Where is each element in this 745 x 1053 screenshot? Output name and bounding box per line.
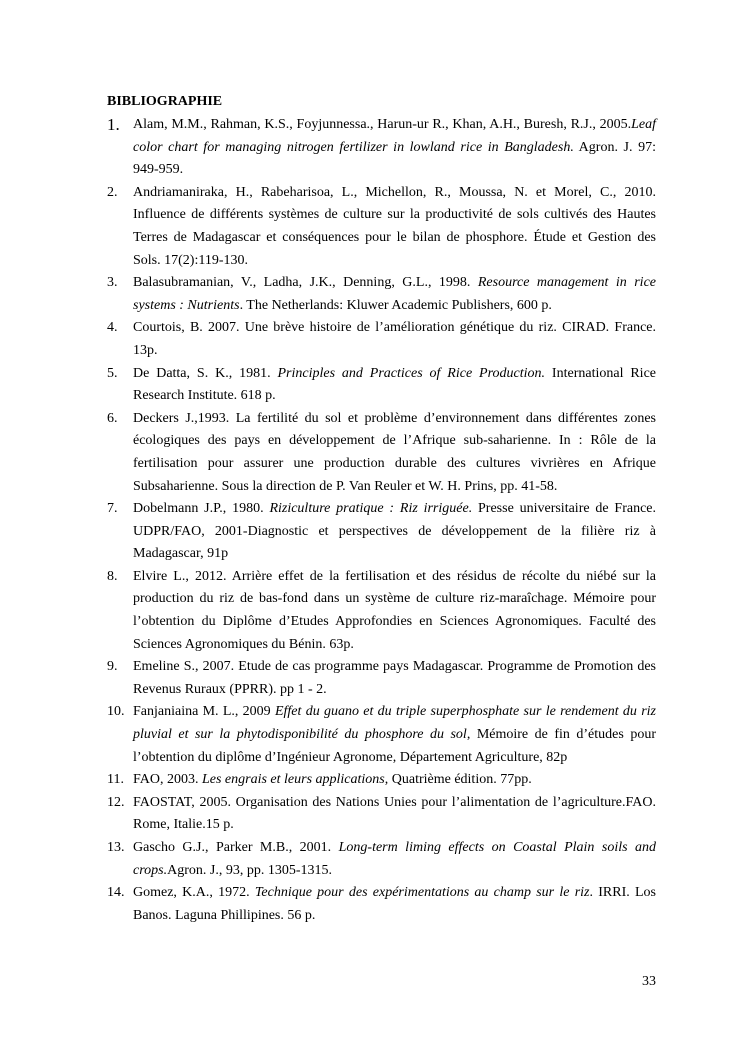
reference-title-italic: Les engrais et leurs applications <box>201 772 385 788</box>
reference-number: 9. <box>107 659 118 675</box>
reference-item <box>107 408 656 498</box>
reference-text: Presse universitaire de France. UDPR/FAO, 2001-Diagnostic et perspectives de développement de la filière riz à Madagascar, 91p <box>133 501 656 562</box>
reference-number: 2. <box>107 184 118 200</box>
reference-item <box>107 701 656 769</box>
reference-text: , Mémoire de fin d’études pour l’obtention du diplôme d’Ingénieur Agronome, Département Agriculture, 82p <box>133 727 656 765</box>
reference-text: Agron. J. 97: 949-959. <box>133 139 656 178</box>
reference-text: Gomez, K.A., 1972. <box>133 885 255 901</box>
reference-title-italic: Long-term liming effects on Coastal Plain soils and crops. <box>133 840 656 878</box>
reference-text: FAOSTAT, 2005. Organisation des Nations Unies pour l’alimentation de l’agriculture.FAO. Rome, Italie.15 p. <box>133 794 656 833</box>
page-number: 33 <box>642 974 656 989</box>
reference-item <box>107 272 656 317</box>
reference-text: Dobelmann J.P., 1980. <box>133 501 270 517</box>
reference-title-italic: Resource management in rice systems : Nutrients <box>133 275 656 313</box>
bibliography-heading: BIBLIOGRAPHIE <box>107 94 223 109</box>
reference-text: Andriamaniraka, H., Rabeharisoa, L., Michellon, R., Moussa, N. et Morel, C., 2010. Influence de différents systèmes de culture sur la productivité de sols cultivés des Hautes Terres de Madagascar et conséquences pour le bilan de phosphore. Étude et Gestion des Sols. 17(2):119-130. <box>133 184 656 268</box>
reference-text: Agron. J., 93, pp. 1305-1315. <box>167 862 332 878</box>
reference-text: Elvire L., 2012. Arrière effet de la fertilisation et des résidus de récolte du niébé sur la production du riz de bas-fond dans un système de culture riz-maraîchage. Mémoire pour l’obtention du Diplôme d’Etudes Approfondies en Sciences Agronomiques. Faculté des Sciences Agronomiques du Bénin. 63p. <box>133 568 656 652</box>
reference-text: Deckers J.,1993. La fertilité du sol et problème d’environnement dans différentes zones écologiques des pays en développement de l’Afrique sub-saharienne. In : Rôle de la fertilisation pour assurer une production durable des cultures vivrières en Afrique Subsaharienne. Sous la direction de P. Van Reuler et W. H. Prins, pp. 41-58. <box>133 410 656 494</box>
reference-item <box>107 882 656 927</box>
reference-text: . The Netherlands: Kluwer Academic Publishers, 600 p. <box>239 297 552 313</box>
reference-number: 6. <box>107 410 118 426</box>
reference-number: 8. <box>107 568 118 584</box>
reference-text: De Datta, S. K., 1981. <box>133 365 278 381</box>
reference-number: 5. <box>107 365 118 381</box>
reference-item <box>107 182 656 272</box>
reference-title-italic: Leaf color chart for managing nitrogen fertilizer in lowland rice in Bangladesh. <box>133 117 656 155</box>
reference-text: Gascho G.J., Parker M.B., 2001. <box>133 840 339 855</box>
reference-item <box>107 769 656 792</box>
reference-text: Balasubramanian, V., Ladha, J.K., Denning, G.L., 1998. <box>133 275 478 291</box>
reference-number: 11. <box>107 772 124 788</box>
reference-item <box>107 114 656 182</box>
reference-number: 14. <box>107 885 125 901</box>
reference-text: FAO, 2003. <box>133 772 202 788</box>
reference-text: , Quatrième édition. 77pp. <box>384 772 532 788</box>
reference-list <box>107 114 656 927</box>
reference-item <box>107 363 656 408</box>
reference-number: 12. <box>107 794 125 810</box>
reference-number: 10. <box>107 704 125 720</box>
reference-title-italic: Technique pour des expérimentations au champ sur le riz <box>254 885 590 901</box>
document-page <box>107 92 656 927</box>
reference-text: . IRRI. Los Banos. Laguna Phillipines. 56 p. <box>133 885 657 923</box>
reference-item <box>107 498 656 566</box>
reference-item <box>107 317 656 362</box>
reference-item <box>107 566 656 656</box>
reference-number: 13. <box>107 840 125 855</box>
reference-text: Fanjaniaina M. L., 2009 <box>133 704 275 720</box>
reference-number: 4. <box>107 320 118 336</box>
reference-number: 3. <box>107 275 118 291</box>
reference-number: 1. <box>107 115 120 134</box>
reference-text: International Rice Research Institute. 618 p. <box>133 365 656 404</box>
reference-title-italic: Effet du guano et du triple superphosphate sur le rendement du riz pluvial et sur la phytodisponibilité du phosphore du sol <box>133 704 657 743</box>
reference-item <box>107 837 656 882</box>
reference-title-italic: Principles and Practices of Rice Production. <box>277 365 546 381</box>
reference-item <box>107 792 656 837</box>
reference-text: Courtois, B. 2007. Une brève histoire de l’amélioration génétique du riz. CIRAD. France. 13p. <box>133 320 656 358</box>
reference-item <box>107 656 656 701</box>
reference-text: Alam, M.M., Rahman, K.S., Foyjunnessa., Harun-ur R., Khan, A.H., Buresh, R.J., 2005. <box>133 117 632 132</box>
reference-number: 7. <box>107 501 118 517</box>
reference-title-italic: Riziculture pratique : Riz irriguée. <box>269 501 473 517</box>
reference-text: Emeline S., 2007. Etude de cas programme pays Madagascar. Programme de Promotion des Revenus Ruraux (PPRR). pp 1 - 2. <box>133 659 656 697</box>
